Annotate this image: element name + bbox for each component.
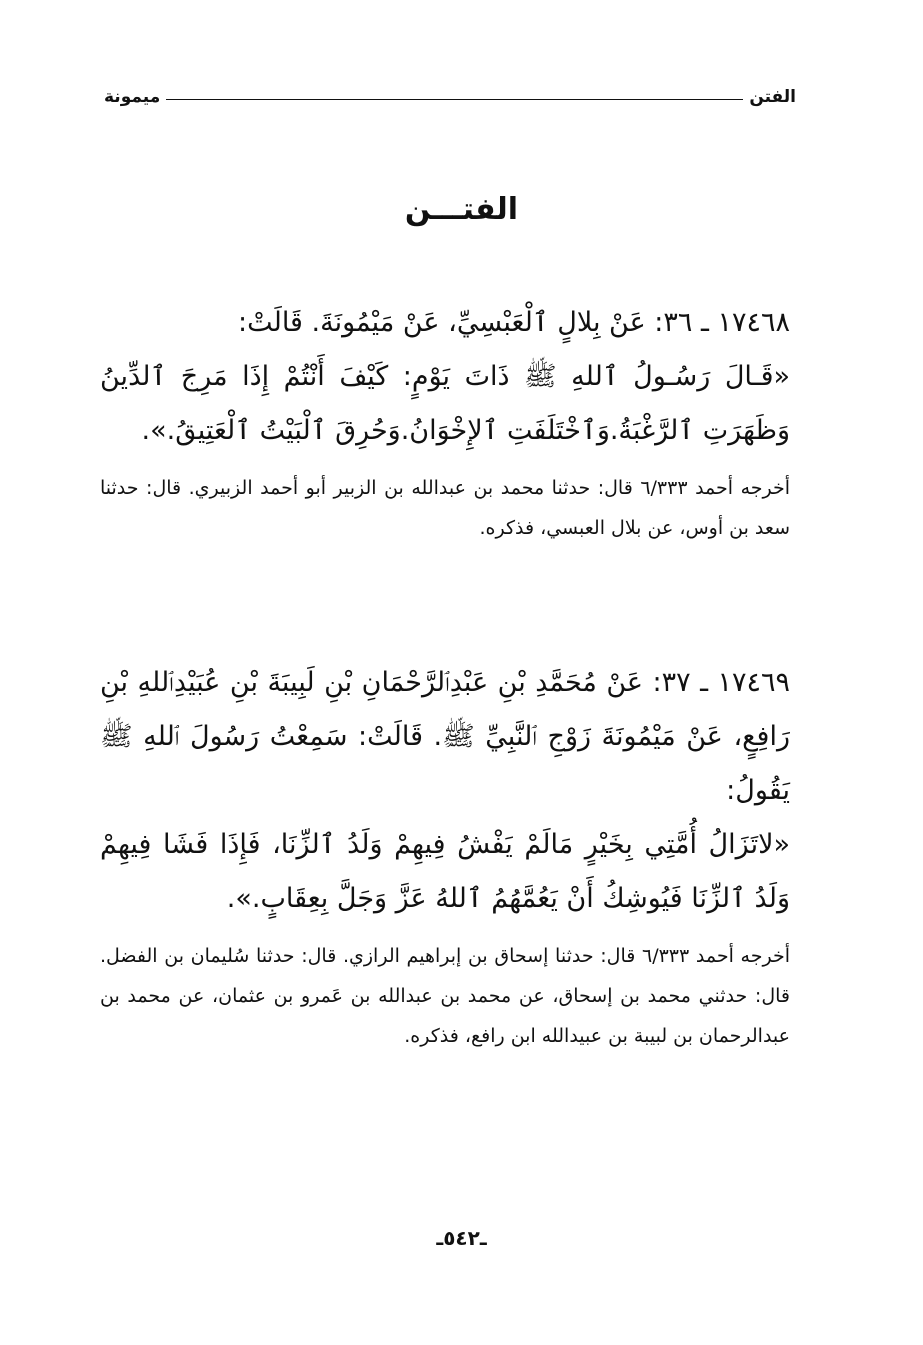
header-rule xyxy=(166,99,743,100)
hadith-1-text: «قَـالَ رَسُـولُ ٱللهِ ﷺ ذَاتَ يَوْمٍ: كَيْفَ أَنْتُمْ إِذَا مَرِجَ ٱلدِّينُ وَظَهَرَتِ ٱلرَّغْبَةُ.وَٱخْتَلَفَتِ ٱلإِخْوَانُ.وَحُرِقَ ٱلْبَيْتُ ٱلْعَتِيقُ.». xyxy=(100,361,790,446)
hadith-2-takhrij: أخرجه أحمد ٦/٣٣٣ قال: حدثنا إسحاق بن إبراهيم الرازي. قال: حدثنا سُليمان بن الفضل. قال: حدثني محمد بن إسحاق، عن محمد بن عبدالله بن عَمرو بن عثمان، عن محمد بن عبدالرحمان بن لبيبة بن عبيدالله ابن رافع، فذكره. xyxy=(100,945,790,1047)
header-chapter-title: الفتن xyxy=(749,87,796,107)
hadith-1-intro: ١٧٤٦٨ ـ ٣٦: عَنْ بِلالٍ ٱلْعَبْسِيِّ، عَنْ مَيْمُونَةَ. قَالَتْ: xyxy=(237,307,790,338)
running-header xyxy=(104,82,796,112)
hadith-1-takhrij: أخرجه أحمد ٦/٣٣٣ قال: حدثنا محمد بن عبدالله بن الزبير أبو أحمد الزبيري. قال: حدثنا سعد بن أوس، عن بلال العبسي، فذكره. xyxy=(100,477,791,539)
hadith-2-intro: ١٧٤٦٩ ـ ٣٧: عَنْ مُحَمَّدِ بْنِ عَبْدِٱلرَّحْمَانِ بْنِ لَبِيبَةَ بْنِ عُبَيْدِٱللهِ بْنِ رَافِعٍ، عَنْ مَيْمُونَةَ زَوْجِ ٱلنَّبِيِّ ﷺ. قَالَتْ: سَمِعْتُ رَسُولَ ٱللهِ ﷺ يَقُولُ: xyxy=(100,667,790,806)
hadith-1-takhrij-block xyxy=(100,468,790,548)
hadith-2-takhrij-block xyxy=(100,936,790,1056)
hadith-1 xyxy=(100,296,790,458)
header-section-title: ميمونة xyxy=(104,87,161,107)
hadith-2 xyxy=(100,656,790,926)
chapter-title: الفتـــن xyxy=(404,192,519,227)
page-number: ـ٥٤٢ـ xyxy=(436,1226,487,1250)
hadith-2-text: «لاتَزَالُ أُمَّتِي بِخَيْرٍ مَالَمْ يَفْشُ فِيهِمْ وَلَدُ ٱلزِّنَا، فَإِذَا فَشَا فِيهِمْ وَلَدُ ٱلزِّنَا فَيُوشِكُ أَنْ يَعُمَّهُمُ ٱللهُ عَزَّ وَجَلَّ بِعِقَابٍ.». xyxy=(100,829,790,914)
